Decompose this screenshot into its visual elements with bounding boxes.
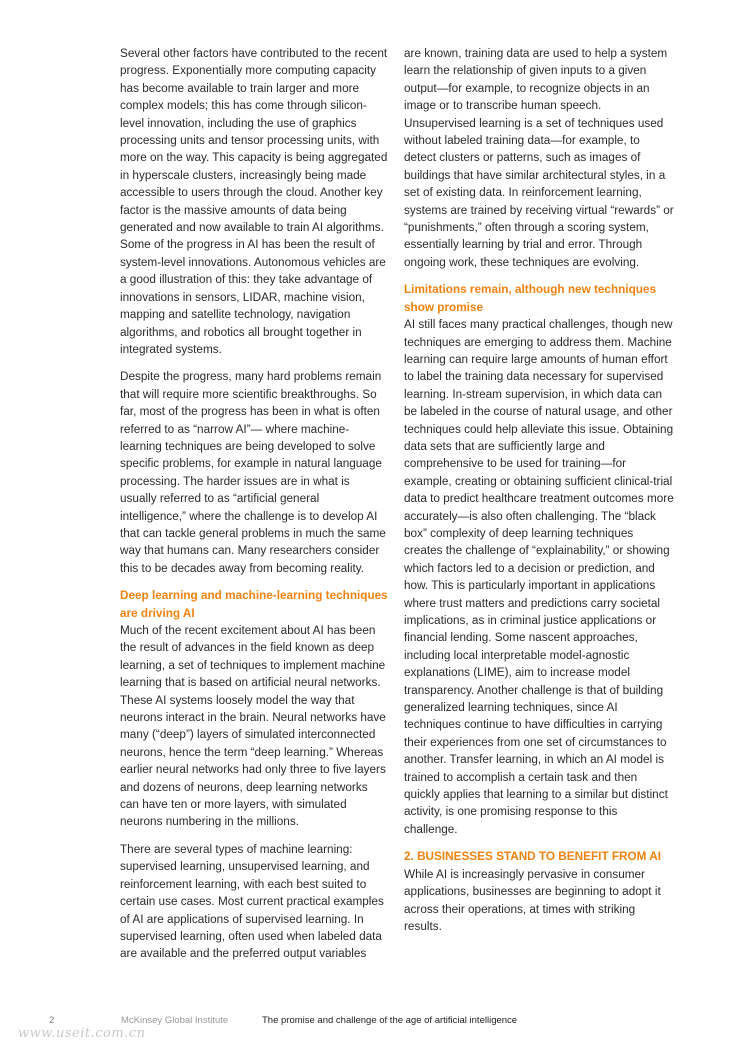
body-paragraph: Despite the progress, many hard problems remain that will require more scientific breakthroughs. So far, most of the progress has been in what is often referred to as “narrow AI”— where machine-learning techniques are being developed to solve specific problems, for example in natural language processing. The harder issues are in what is usually referred to as “artificial general intelligence,” where the challenge is to develop AI that can tackle general problems in much the same way that humans can. Many researchers consider this to be decades away from becoming reality.	[120, 370, 386, 575]
body-paragraph: AI still faces many practical challenges, though new techniques are emerging to address them. Machine learning can require large amounts of human effort to label the training data necessary for supervised learning. In-stream supervision, in which data can be labeled in the course of natural usage, and other techniques could help alleviate this issue. Obtaining data sets that are sufficiently large and comprehensive to be used for training—for example, creating or obtaining sufficient clinical-trial data to predict healthcare treatment outcomes more accurately—is also often challenging. The “black box” complexity of deep learning techniques creates the challenge of “explainability,” or showing which factors led to a decision or prediction, and how. This is particularly important in applications where trust matters and predictions carry societal implications, as in criminal justice applications or financial lending. Some nascent approaches, including local interpretable model-agnostic explanations (LIME), aim to increase model transparency. Another challenge is that of building generalized learning techniques, since AI techniques continue to have difficulties in carrying their experiences from one set of circumstances to another. Transfer learning, in which an AI model is trained to accomplish a certain task and then quickly applies that learning to a similar but distinct activity, is one promising response to this challenge.	[404, 318, 674, 836]
left-column	[120, 45, 388, 973]
body-paragraph: are known, training data are used to help a system learn the relationship of given inputs to a given output—for example, to recognize objects in an image or to transcribe human speech. Unsupervised learning is a set of techniques used without labeled training data—for example, to detect clusters or patterns, such as images of buildings that have similar architectural styles, in a set of existing data. In reinforcement learning, systems are trained by receiving virtual “rewards” or “punishments,” often through a scoring system, essentially learning by trial and error. Through ongoing work, these techniques are evolving.	[404, 47, 674, 269]
body-paragraph: While AI is increasingly pervasive in consumer applications, businesses are beginning to adopt it across their operations, at times with striking results.	[404, 867, 661, 933]
body-paragraph: Much of the recent excitement about AI has been the result of advances in the field known as deep learning, a set of techniques to implement machine learning that is based on artificial neural networks. These AI systems loosely model the way that neurons interact in the brain. Neural networks have many (“deep”) layers of simulated interconnected neurons, hence the term “deep learning.” Whereas earlier neural networks had only three to five layers and dozens of neurons, deep learning networks can have ten or more layers, with simulated neurons numbering in the millions.	[120, 624, 386, 829]
section-heading: Deep learning and machine-learning techniques are driving AI	[120, 589, 388, 620]
section-heading: Limitations remain, although new techniques show promise	[404, 283, 656, 314]
body-paragraph: There are several types of machine learning: supervised learning, unsupervised learning, and reinforcement learning, with each best suited to certain use cases. Most current practical examples of AI are applications of supervised learning. In supervised learning, often used when labeled data are available and the preferred output variables	[120, 842, 384, 961]
page-number: 2	[49, 1015, 55, 1026]
body-paragraph: Several other factors have contributed to the recent progress. Exponentially more computing capacity has become available to train larger and more complex models; this has come through silicon-level innovation, including the use of graphics processing units and tensor processing units, with more on the way. This capacity is being aggregated in hyperscale clusters, increasingly being made accessible to users through the cloud. Another key factor is the massive amounts of data being generated and now available to train AI algorithms. Some of the progress in AI has been the result of system-level innovations. Autonomous vehicles are a good illustration of this: they take advantage of innovations in sensors, LIDAR, machine vision, mapping and satellite technology, navigation algorithms, and robotics all brought together in integrated systems.	[120, 47, 388, 356]
right-column	[404, 45, 674, 945]
document-title: The promise and challenge of the age of artificial intelligence	[262, 1015, 518, 1026]
chapter-heading: 2. BUSINESSES STAND TO BENEFIT FROM AI	[404, 850, 662, 864]
publisher-name: McKinsey Global Institute	[121, 1015, 229, 1026]
watermark: www.useit.com.cn	[18, 1026, 146, 1041]
